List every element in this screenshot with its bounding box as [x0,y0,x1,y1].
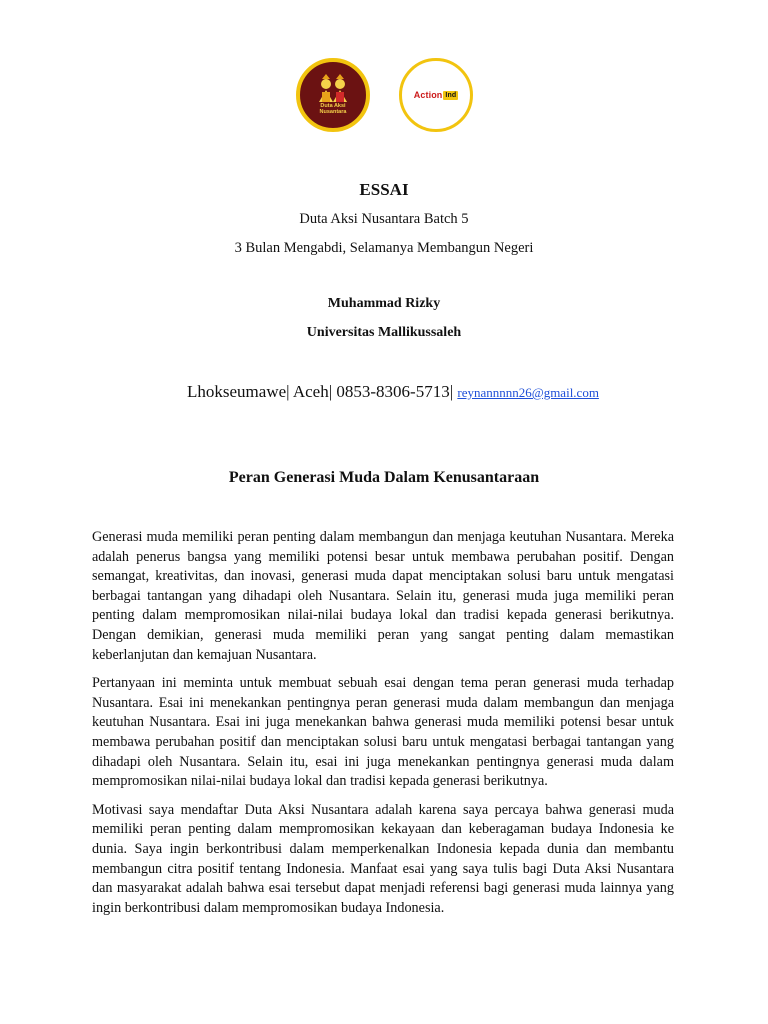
logo-seal-text: Duta Aksi Nusantara [319,103,347,115]
author-name: Muhammad Rizky [327,296,441,311]
essay-body [92,528,674,927]
program-name: Duta Aksi Nusantara Batch 5 [299,211,469,227]
figures-emblem-icon [300,62,366,128]
paragraph: Pertanyaan ini meminta untuk membuat sebuah esai dengan tema peran generasi muda terhadap Nusantara. Esai ini menekankan pentingnya peran generasi muda dalam membangun dan menjaga keutuhan Nusantara. Esai ini juga menekankan bahwa generasi muda memiliki potensi besar untuk membawa perubahan positif dan menciptakan solusi baru untuk mengatasi berbagai tantangan yang dihadapi oleh Nusantara. Selain itu, esai ini juga menekankan pentingnya generasi muda dalam mempromosikan nilai-nilai budaya lokal dan tradisi kepada generasi berikutnya. [92,675,674,790]
paragraph: Generasi muda memiliki peran penting dalam membangun dan menjaga keutuhan Nusantara. Mereka adalah penerus bangsa yang memiliki potensi besar untuk membawa perubahan positif. Dengan semangat, kreativitas, dan inovasi, generasi muda dapat menciptakan solusi baru untuk mengatasi berbagai tantangan yang dihadapi oleh Nusantara. Selain itu, generasi muda juga memiliki peran penting dalam mempromosikan nilai-nilai budaya lokal dan tradisi kepada generasi berikutnya. Dengan demikian, generasi muda memiliki peran yang sangat penting dalam memastikan keberlanjutan dan kemajuan Nusantara. [92,529,674,663]
author-university: Universitas Mallikussaleh [306,325,462,340]
paragraph: Motivasi saya mendaftar Duta Aksi Nusantara adalah karena saya percaya bahwa generasi muda memiliki peran penting dalam mempromosikan kekayaan dan keberagaman budaya Indonesia ke dunia. Saya ingin berkontribusi dalam memperkenalkan Indonesia kepada dunia dan membantu membangun citra positif tentang Indonesia. Manfaat esai yang saya tulis bagi Duta Aksi Nusantara dan masyarakat adalah bahwa esai tersebut dapat menjadi referensi bagi generasi muda lainnya yang ingin berkontribusi dalam mempromosikan budaya Indonesia. [92,801,674,916]
program-tagline: 3 Bulan Mengabdi, Selamanya Membangun Negeri [234,240,534,256]
document-title: ESSAI [359,180,409,199]
contact-details: Lhokseumawe| Aceh| 0853-8306-5713| [187,382,458,401]
email-link[interactable]: reynannnnn26@gmail.com [457,385,599,400]
author-contact [187,382,599,402]
logo-row [0,58,768,136]
action-ind-logo [399,58,473,132]
action-ind-brand: Action Ind [413,90,457,100]
essay-title: Peran Generasi Muda Dalam Kenusantaraan [228,469,540,486]
duta-aksi-nusantara-logo [296,58,370,132]
